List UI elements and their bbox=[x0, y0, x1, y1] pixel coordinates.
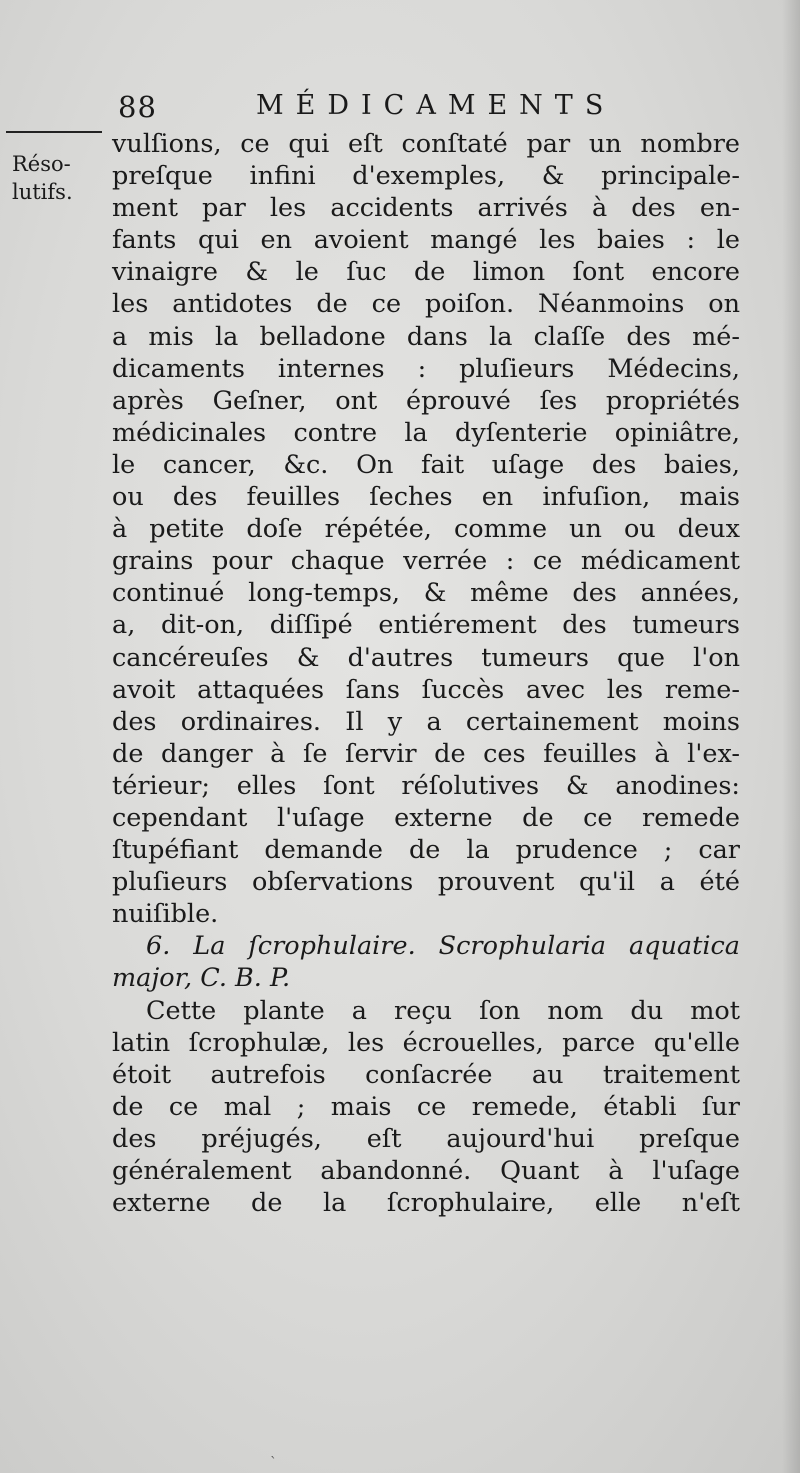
text-line: a, dit-on, diſſipé entiérement des tumeurs bbox=[112, 610, 740, 641]
text-line: continué long-temps, & même des années, bbox=[112, 578, 740, 609]
running-head bbox=[118, 90, 718, 130]
text-line: médicinales contre la dyſenterie opiniâtre, bbox=[112, 417, 740, 448]
text-line: grains pour chaque verrée : ce médicament bbox=[112, 546, 740, 577]
margin-note-line: lutifs. bbox=[12, 180, 73, 204]
page-edge-shadow bbox=[782, 0, 800, 1473]
text-line: vulſions, ce qui eſt conſtaté par un nombre bbox=[112, 129, 740, 159]
text-line: cancéreuſes & d'autres tumeurs que l'on bbox=[112, 642, 740, 673]
text-line: ment par les accidents arrivés à des en- bbox=[112, 193, 740, 224]
body-text bbox=[112, 128, 740, 1219]
text-line: Cette plante a reçu ſon nom du mot bbox=[146, 995, 740, 1026]
text-line: térieur; elles ſont réſolutives & anodines: bbox=[112, 770, 740, 801]
text-line: nuiſible. bbox=[112, 899, 219, 930]
text-line: preſque infini d'exemples, & principale- bbox=[112, 161, 740, 192]
text-line: vinaigre & le ſuc de limon ſont encore bbox=[112, 257, 740, 288]
text-line: pluſieurs obſervations prouvent qu'il a été bbox=[112, 867, 740, 898]
text-line: des préjugés, eſt aujourd'hui preſque bbox=[112, 1123, 740, 1154]
text-line: à petite doſe répétée, comme un ou deux bbox=[112, 514, 740, 545]
margin-rule bbox=[6, 131, 102, 133]
text-line: des ordinaires. Il y a certainement moins bbox=[112, 706, 740, 737]
section-heading-continued: major, C. B. P. bbox=[112, 963, 291, 994]
text-line: après Geſner, ont éprouvé ſes propriétés bbox=[112, 385, 740, 416]
text-line: généralement abandonné. Quant à l'uſage bbox=[112, 1156, 740, 1186]
text-line: avoit attaquées ſans ſuccès avec les reme- bbox=[112, 674, 740, 705]
text-line: cependant l'uſage externe de ce remede bbox=[112, 802, 740, 833]
margin-note-line: Réso- bbox=[12, 152, 71, 176]
text-line: a mis la belladone dans la claſſe des mé- bbox=[112, 321, 740, 352]
margin-note bbox=[12, 150, 112, 206]
text-line: les antidotes de ce poiſon. Néanmoins on bbox=[112, 289, 740, 320]
section-heading: 6. La ſcrophulaire. Scrophularia aquatica bbox=[146, 931, 740, 962]
bottom-mark: ` bbox=[270, 1455, 277, 1471]
text-line: latin ſcrophulæ, les écrouelles, parce qu'elle bbox=[112, 1027, 740, 1058]
text-line: le cancer, &c. On fait uſage des baies, bbox=[112, 449, 740, 480]
text-line: fants qui en avoient mangé les baies : le bbox=[112, 225, 740, 256]
text-line: de danger à ſe ſervir de ces feuilles à l'ex- bbox=[112, 738, 740, 769]
text-line: étoit autrefois conſacrée au traitement bbox=[112, 1059, 740, 1090]
page-number: 88 bbox=[118, 90, 157, 124]
text-line: de ce mal ; mais ce remede, établi ſur bbox=[112, 1091, 740, 1122]
text-line: ou des feuilles ſeches en infuſion, mais bbox=[112, 482, 740, 513]
running-title: MÉDICAMENTS bbox=[256, 90, 616, 121]
text-line: dicaments internes : pluſieurs Médecins, bbox=[112, 353, 740, 384]
text-line: ſtupéfiant demande de la prudence ; car bbox=[112, 835, 740, 866]
text-line: externe de la ſcrophulaire, elle n'eſt bbox=[112, 1188, 740, 1219]
